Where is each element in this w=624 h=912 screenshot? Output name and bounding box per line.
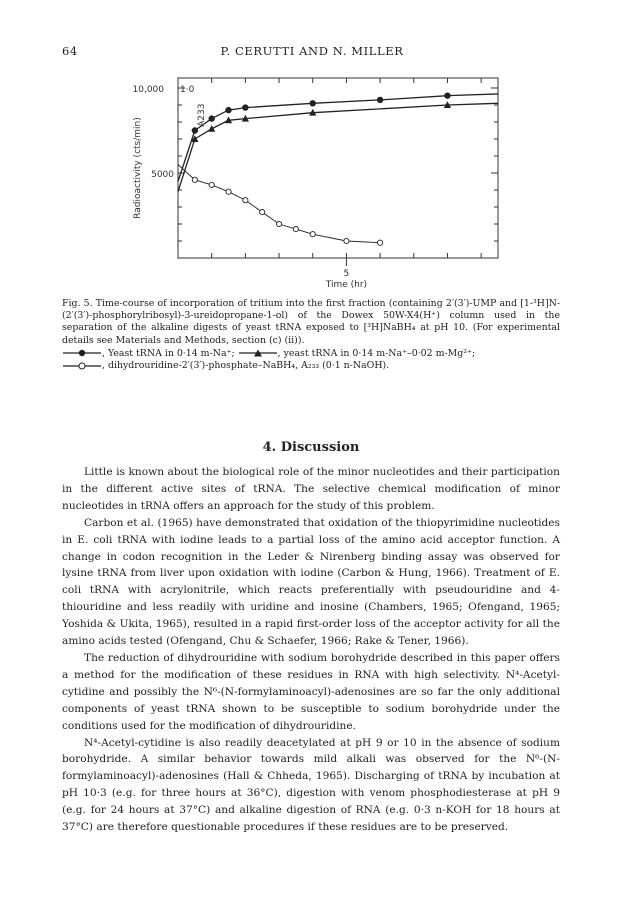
data-point-open-circle	[310, 232, 315, 237]
data-point-open-circle	[344, 238, 349, 243]
paragraph: The reduction of dihydrouridine with sodium borohydride described in this paper offers a method for the modification of these residues in RNA with high selectivity. N⁴-Acetyl-cytidine and possibly the N⁶-(N-formylaminoacyl)-adenosines are so far the only additional components of yeast tRNA shown to be susceptible to sodium borohydride under the conditions used for the modification of dihydrouridine.	[62, 651, 560, 732]
secondary-y-axis-label: A233	[197, 103, 207, 127]
caption-text: Fig. 5. Time-course of incorporation of tritium into the first fraction (containing 2′(3′)-UMP and [1-³H]N-(2′(3′)-phosphorylribosyl)-3-ureidopropane-1-ol) of the Dowex 50W-X4(H⁺) column used in the separation of the alkaline digests of yeast tRNA exposed to [³H]NaBH₄ at pH 10. (For experimental details see Materials and Methods, section (c) (ii)).	[62, 298, 560, 346]
data-point-open-circle	[243, 198, 248, 203]
filled-circle-line-icon	[62, 349, 102, 357]
series-line-filled-circle	[178, 96, 448, 182]
data-point-open-circle	[276, 221, 281, 226]
data-point-open-circle	[226, 189, 231, 194]
x-tick-label-5: 5	[343, 269, 350, 279]
paragraph: N⁴-Acetyl-cytidine is also readily deacetylated at pH 9 or 10 in the absence of sodium borohydride. A similar behavior towards mild alkali was observed for the N⁶-(N-formylaminoacyl)-adenosines (Hall & Chheda, 1965). Discharging of tRNA by incubation at pH 10·3 (e.g. for three hours at 36°C), digestion with venom phosphodiesterase at pH 9 (e.g. for 24 hours at 37°C) and alkaline digestion of RNA (e.g. 0·3 n-KOH for 18 hours at 37°C) are therefore questionable procedures if these residues are to be preserved.	[62, 736, 560, 834]
data-point-open-circle	[192, 177, 197, 182]
y-axis-label: Radioactivity (cts/min)	[133, 117, 143, 219]
data-point-filled-circle	[208, 115, 214, 121]
data-point-open-circle	[293, 227, 298, 232]
legend-text-2: yeast tRNA in 0·14 m-Na⁺–0·02 m-Mg²⁺;	[283, 347, 476, 359]
secondary-y-tick-label: 1·0	[180, 85, 195, 95]
series-line-extension	[447, 94, 498, 96]
series-line-filled-triangle	[178, 105, 448, 192]
figure-caption	[62, 298, 560, 372]
data-point-filled-circle	[444, 92, 450, 98]
data-point-filled-circle	[310, 100, 316, 106]
filled-triangle-line-icon	[238, 349, 278, 357]
data-point-filled-circle	[242, 104, 248, 110]
series-line-extension	[447, 103, 498, 105]
data-point-open-circle	[209, 182, 214, 187]
legend-entry-filled-circle: , Yeast tRNA in 0·14 m-Na⁺; , yeast tRNA in 0·14 m-Na⁺–0·02 m-Mg²⁺;	[62, 348, 560, 360]
data-point-filled-triangle	[208, 125, 215, 132]
legend-text-3: dihydrouridine-2′(3′)-phosphate–NaBH₄, A₂₃₃ (0·1 n-NaOH).	[107, 360, 390, 372]
series-layer	[178, 92, 498, 245]
paragraph: Little is known about the biological role of the minor nucleotides and their participation in the different active sites of tRNA. The selective chemical modification of minor nucleotides in tRNA offers an approach for the study of this problem.	[62, 466, 560, 512]
body-text	[62, 464, 560, 836]
y-tick-label-5000: 5000	[151, 170, 174, 180]
legend-text-1: Yeast tRNA in 0·14 m-Na⁺;	[107, 347, 235, 359]
open-circle-line-icon	[62, 362, 102, 370]
section-heading: 4. Discussion	[262, 440, 360, 455]
caption-legend	[62, 348, 560, 372]
data-point-filled-circle	[225, 107, 231, 113]
y-tick-label-10000: 10,000	[132, 85, 164, 95]
x-axis-label: Time (hr)	[325, 280, 368, 290]
running-head: P. CERUTTI AND N. MILLER	[220, 44, 404, 58]
paragraph: Carbon et al. (1965) have demonstrated that oxidation of the thiopyrimidine nucleotides in E. coli tRNA with iodine leads to a partial loss of the amino acid acceptor function. A change in codon recognition in the Leder & Nirenberg binding assay was observed for lysine tRNA from liver upon oxidation with iodine (Carbon & Hung, 1966). Treatment of E. coli tRNA with acrylonitrile, which reacts preferentially with pseudouridine and 4-thiouridine and less readily with uridine and inosine (Chambers, 1965; Ofengand, 1965; Yoshida & Ukita, 1965), resulted in a rapid first-order loss of the acceptor activity for all the amino acids tested (Ofengand, Chu & Schaefer, 1966; Rake & Tener, 1966).	[62, 516, 560, 648]
legend-entry-open-circle: , dihydrouridine-2′(3′)-phosphate–NaBH₄, A₂₃₃ (0·1 n-NaOH).	[62, 360, 560, 372]
data-point-filled-circle	[192, 127, 198, 133]
series-line-open-circle	[178, 165, 380, 243]
figure-chart	[0, 60, 624, 290]
data-point-filled-circle	[377, 97, 383, 103]
data-point-open-circle	[260, 210, 265, 215]
page-header	[62, 44, 562, 60]
page-number: 64	[62, 44, 78, 58]
data-point-open-circle	[378, 240, 383, 245]
